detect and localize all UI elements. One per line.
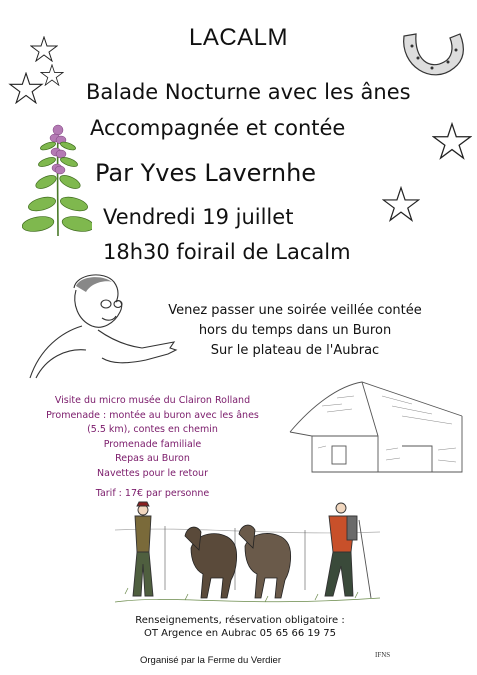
invitation-line: Sur le plateau de l'Aubrac	[210, 343, 380, 358]
program-line: Visite du micro musée du Clairon Rolland	[54, 395, 251, 406]
star-icon	[432, 122, 472, 160]
buron-illustration	[282, 376, 470, 476]
event-author: Par Yves Lavernhe	[95, 159, 317, 187]
invitation-block	[150, 301, 440, 361]
program-line: Promenade familiale	[103, 438, 202, 450]
program-line: Navettes pour le retour	[97, 467, 208, 479]
program-block	[20, 394, 285, 501]
event-subtitle-line1: Balade Nocturne avec les ânes	[86, 80, 411, 104]
thyme-plant-illustration	[22, 118, 92, 238]
booking-contact: OT Argence en Aubrac 05 65 66 19 75	[143, 628, 337, 639]
booking-info-line: Renseignements, réservation obligatoire :	[135, 615, 345, 626]
event-time-place: 18h30 foirail de Lacalm	[103, 240, 351, 264]
price-line: Tarif : 17€ par personne	[95, 487, 210, 499]
organizer-credit: Organisé par la Ferme du Verdier	[140, 655, 281, 666]
program-line: Promenade : montée au buron avec les ânes	[46, 409, 259, 421]
star-icon	[382, 186, 420, 222]
artist-signature: IFNS	[375, 651, 391, 659]
star-icon	[8, 72, 44, 104]
program-line: (5.5 km), contes en chemin	[87, 424, 218, 436]
poster-title: LACALM	[188, 24, 289, 51]
hikers-donkeys-illustration	[115, 490, 380, 610]
invitation-line: Venez passer une soirée veillée contée	[168, 303, 422, 318]
event-date: Vendredi 19 juillet	[103, 205, 294, 229]
program-line: Repas au Buron	[115, 453, 190, 465]
event-subtitle-line2: Accompagnée et contée	[90, 116, 346, 140]
invitation-line: hors du temps dans un Buron	[198, 323, 392, 338]
booking-info	[95, 614, 385, 640]
